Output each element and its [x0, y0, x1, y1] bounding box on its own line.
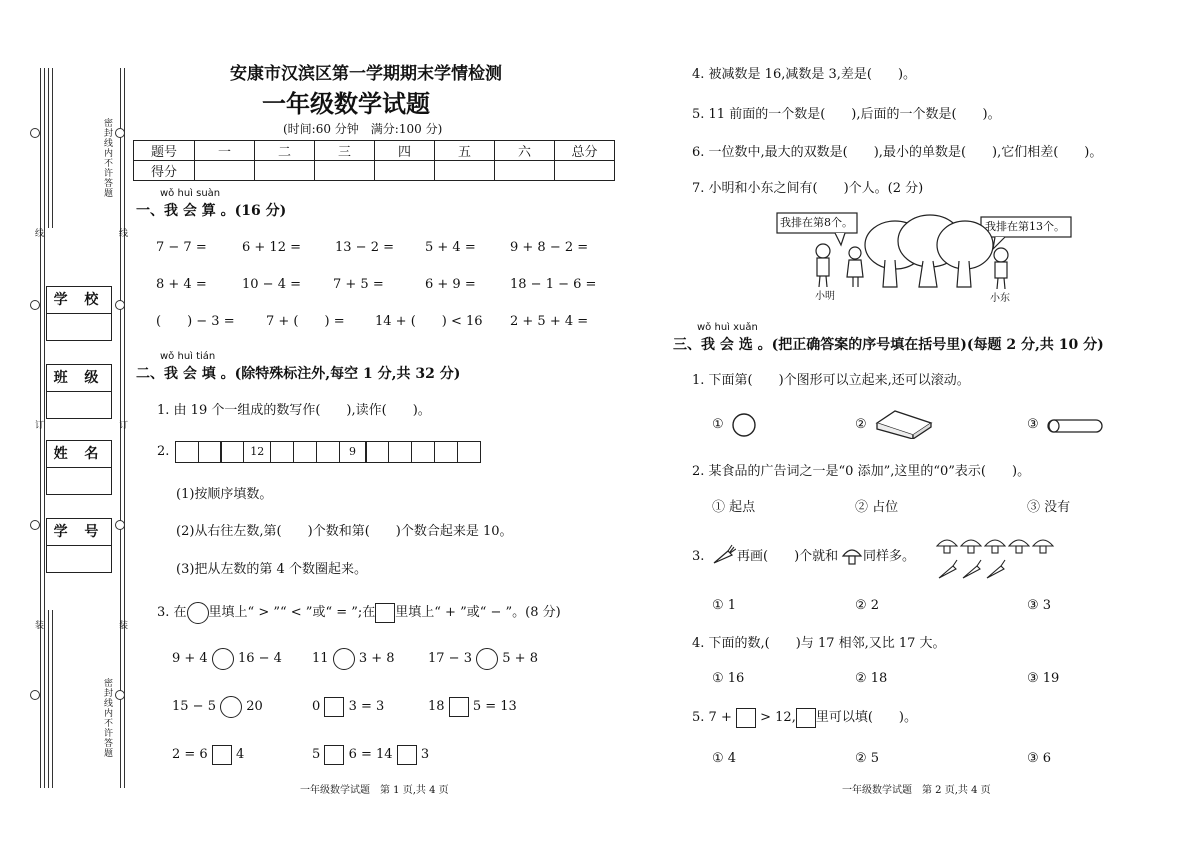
number-strip: [176, 441, 481, 463]
mushroom-icon: [841, 544, 863, 566]
compare-item: [312, 695, 384, 719]
compare-right: 16 − 4: [237, 651, 282, 666]
score-header: 一: [195, 141, 255, 161]
strip-cell[interactable]: 9: [339, 441, 367, 463]
compare-left: 18: [428, 699, 445, 714]
compare-right: 3 + 8: [358, 651, 395, 666]
strip-cell[interactable]: [220, 441, 244, 463]
section1-pinyin: wǒ huì suàn: [160, 188, 221, 199]
choice-q5-b: > 12,: [760, 710, 796, 725]
fill-q6: 6. 一位数中,最大的双数是( ),最小的单数是( ),它们相差( )。: [692, 145, 1103, 160]
fill-q1: 1. 由 19 个一组成的数写作( ),读作( )。: [157, 403, 431, 418]
class-field[interactable]: [46, 364, 112, 419]
binding-mark-seal: 装: [117, 620, 127, 630]
choice-q2-opt3[interactable]: ③ 没有: [1027, 500, 1071, 515]
choice-q3-b: 再画( )个就和: [737, 549, 839, 564]
fill-q2-number: 2.: [157, 444, 170, 459]
compare-left: 11: [312, 651, 329, 666]
score-row-label: 得分: [134, 161, 195, 181]
answer-circle[interactable]: [476, 648, 498, 670]
carrot-icon: [710, 543, 736, 567]
choice-q2-opt2[interactable]: ② 占位: [855, 500, 899, 515]
strip-cell[interactable]: [198, 441, 222, 463]
option-label: ③: [1027, 417, 1039, 432]
section2-pinyin: wǒ huì tián: [160, 351, 216, 362]
calc-item: 5 + 4 =: [425, 240, 476, 255]
score-header: 三: [315, 141, 375, 161]
exam-subtitle: 一年级数学试题: [262, 89, 430, 118]
calc-item: 14 + ( ) < 16: [375, 314, 483, 329]
compare-left: 17 − 3: [428, 651, 472, 666]
bubble-left: 我排在第8个。: [780, 216, 853, 229]
compare-item: [428, 695, 517, 719]
choice-q5-opt1[interactable]: ① 4: [712, 751, 737, 766]
answer-square[interactable]: [736, 708, 756, 728]
strip-cell[interactable]: [457, 441, 481, 463]
score-table: [133, 140, 615, 181]
choice-q5-c: 里可以填( )。: [815, 710, 917, 725]
binding-mark-line: 线: [117, 228, 127, 238]
calc-item: 7 − 7 =: [156, 240, 207, 255]
choice-q3-opt1[interactable]: ① 1: [712, 598, 737, 613]
class-label: 班 级: [47, 365, 111, 392]
compare-right: 5 + 8: [502, 651, 538, 666]
choice-q2: 2. 某食品的广告词之一是“0 添加”,这里的“0”表示( )。: [692, 464, 1031, 479]
binding-mark-order: 订: [33, 420, 43, 430]
answer-square[interactable]: [449, 697, 469, 717]
school-label: 学 校: [47, 287, 111, 314]
choice-q3-a: 3.: [692, 549, 705, 564]
fill-q5: 5. 11 前面的一个数是( ),后面的一个数是( )。: [692, 107, 1001, 122]
score-cell[interactable]: [495, 161, 555, 181]
strip-cell[interactable]: [316, 441, 340, 463]
circle-blank-icon: [187, 602, 209, 624]
answer-circle[interactable]: [220, 696, 242, 718]
binding-note-bottom: 密封线内不许答题: [102, 678, 112, 758]
fill-q3-a: 3. 在: [157, 605, 187, 620]
compare-right: 4: [235, 747, 245, 762]
answer-square[interactable]: [324, 745, 344, 765]
binding-mark-seal: 装: [33, 620, 43, 630]
section3-title: 三、我 会 选 。(把正确答案的序号填在括号里)(每题 2 分,共 10 分): [673, 337, 1104, 353]
square-blank-icon: [796, 708, 816, 728]
fill-q2-2: (2)从右往左数,第( )个数和第( )个数合起来是 10。: [176, 524, 513, 539]
student-id-label: 学 号: [47, 519, 111, 546]
school-field[interactable]: [46, 286, 112, 341]
calc-item: 2 + 5 + 4 =: [510, 314, 589, 329]
binding-hole: [115, 520, 125, 530]
score-cell[interactable]: [435, 161, 495, 181]
strip-cell[interactable]: [365, 441, 389, 463]
footer-right: 一年级数学试题 第 2 页,共 4 页: [842, 785, 991, 796]
fill-q3: [157, 601, 561, 625]
fill-q3-c: 里填上“ + ”或“ − ”。(8 分): [395, 605, 561, 620]
calc-item: 6 + 12 =: [242, 240, 301, 255]
choice-q1: 1. 下面第( )个图形可以立起来,还可以滚动。: [692, 373, 970, 388]
name-xiaoming: 小明: [815, 291, 835, 302]
cylinder-shape-icon: [1044, 418, 1106, 434]
compare-right: 5 = 13: [472, 699, 517, 714]
score-cell[interactable]: [555, 161, 615, 181]
square-blank-icon: [375, 603, 395, 623]
binding-hole: [30, 690, 40, 700]
calc-item: 18 − 1 − 6 =: [510, 277, 597, 292]
calc-item: 7 + ( ) =: [266, 314, 345, 329]
fill-q3-b: 里填上“ > ”“ < ”或“ = ”;在: [208, 605, 376, 620]
compare-item: [172, 647, 282, 671]
score-cell[interactable]: [195, 161, 255, 181]
student-id-field[interactable]: [46, 518, 112, 573]
choice-q4-opt2[interactable]: ② 18: [855, 671, 888, 686]
mushroom-carrot-group-icon: [935, 534, 1065, 582]
calc-item: 9 + 8 − 2 =: [510, 240, 589, 255]
compare-right: 20: [246, 699, 263, 714]
fill-q2-1: (1)按顺序填数。: [176, 487, 273, 502]
strip-cell[interactable]: [293, 441, 317, 463]
binding-hole: [30, 128, 40, 138]
name-field[interactable]: [46, 440, 112, 495]
binding-mark-order: 订: [117, 420, 127, 430]
answer-square[interactable]: [212, 745, 232, 765]
choice-q4: 4. 下面的数,( )与 17 相邻,又比 17 大。: [692, 636, 946, 651]
choice-q5-opt2[interactable]: ② 5: [855, 751, 880, 766]
fill-q4: 4. 被减数是 16,减数是 3,差是( )。: [692, 67, 917, 82]
fill-q7: 7. 小明和小东之间有( )个人。(2 分): [692, 181, 924, 196]
binding-hole: [115, 300, 125, 310]
score-cell[interactable]: [375, 161, 435, 181]
name-xiaodong: 小东: [990, 293, 1010, 304]
bubble-right: 我排在第13个。: [985, 220, 1065, 233]
section2-title: 二、我 会 填 。(除特殊标注外,每空 1 分,共 32 分): [136, 366, 461, 382]
compare-left: 2 = 6: [172, 747, 208, 762]
compare-item: [312, 743, 429, 767]
choice-q3-opt2[interactable]: ② 2: [855, 598, 880, 613]
exam-title: 安康市汉滨区第一学期期末学情检测: [230, 64, 502, 84]
strip-cell[interactable]: [411, 441, 435, 463]
compare-left: 9 + 4: [172, 651, 208, 666]
compare-item: [428, 647, 538, 671]
compare-item: [172, 743, 244, 767]
binding-note-top: 密封线内不许答题: [102, 118, 112, 198]
answer-square[interactable]: [397, 745, 417, 765]
fill-q2-3: (3)把从左数的第 4 个数圈起来。: [176, 562, 367, 577]
choice-q5-opt3[interactable]: ③ 6: [1027, 751, 1052, 766]
choice-q1-opt2: [855, 417, 867, 433]
option-label: ①: [712, 417, 724, 432]
cuboid-shape-icon: [873, 405, 935, 439]
choice-q4-opt1[interactable]: ① 16: [712, 671, 745, 686]
exam-info: (时间:60 分钟 满分:100 分): [283, 122, 443, 136]
choice-q5: [692, 707, 917, 729]
choice-q1-opt1: [712, 412, 724, 438]
option-label: ②: [855, 417, 867, 432]
footer-left: 一年级数学试题 第 1 页,共 4 页: [300, 785, 449, 796]
answer-square[interactable]: [324, 697, 344, 717]
choice-q3-opt3[interactable]: ③ 3: [1027, 598, 1052, 613]
section3-pinyin: wǒ huì xuǎn: [697, 322, 758, 333]
strip-cell[interactable]: [175, 441, 199, 463]
compare-right: 3: [420, 747, 430, 762]
compare-left: 5: [312, 747, 321, 762]
answer-circle[interactable]: [212, 648, 234, 670]
score-header: 六: [495, 141, 555, 161]
binding-mark-line: 线: [33, 228, 43, 238]
name-label: 姓 名: [47, 441, 111, 468]
strip-cell[interactable]: [434, 441, 458, 463]
score-header: 题号: [134, 141, 195, 161]
compare-item: [172, 695, 263, 719]
calc-item: ( ) − 3 =: [156, 314, 235, 329]
score-cell[interactable]: [315, 161, 375, 181]
calc-item: 6 + 9 =: [425, 277, 476, 292]
section1-title: 一、我 会 算 。(16 分): [136, 203, 287, 219]
score-header: 总分: [555, 141, 615, 161]
compare-right: 3 = 3: [348, 699, 385, 714]
strip-cell[interactable]: [388, 441, 412, 463]
binding-hole: [30, 520, 40, 530]
answer-circle[interactable]: [333, 648, 355, 670]
calc-item: 10 − 4 =: [242, 277, 301, 292]
calc-item: 7 + 5 =: [333, 277, 384, 292]
circle-shape-icon: [731, 412, 757, 438]
score-header: 四: [375, 141, 435, 161]
score-cell[interactable]: [255, 161, 315, 181]
calc-item: 13 − 2 =: [335, 240, 394, 255]
score-header: 二: [255, 141, 315, 161]
choice-q4-opt3[interactable]: ③ 19: [1027, 671, 1060, 686]
binding-hole: [115, 128, 125, 138]
strip-cell[interactable]: 12: [243, 441, 271, 463]
strip-cell[interactable]: [270, 441, 294, 463]
choice-q1-opt3: [1027, 417, 1039, 433]
calc-item: 8 + 4 =: [156, 277, 207, 292]
compare-middle: 6 = 14: [348, 747, 393, 762]
choice-q2-opt1[interactable]: ① 起点: [712, 500, 756, 515]
choice-q5-a: 5. 7 +: [692, 710, 732, 725]
score-header: 五: [435, 141, 495, 161]
choice-q3-c: 同样多。: [863, 549, 916, 564]
compare-left: 0: [312, 699, 321, 714]
binding-hole: [115, 690, 125, 700]
compare-item: [312, 647, 395, 671]
compare-left: 15 − 5: [172, 699, 216, 714]
binding-hole: [30, 300, 40, 310]
